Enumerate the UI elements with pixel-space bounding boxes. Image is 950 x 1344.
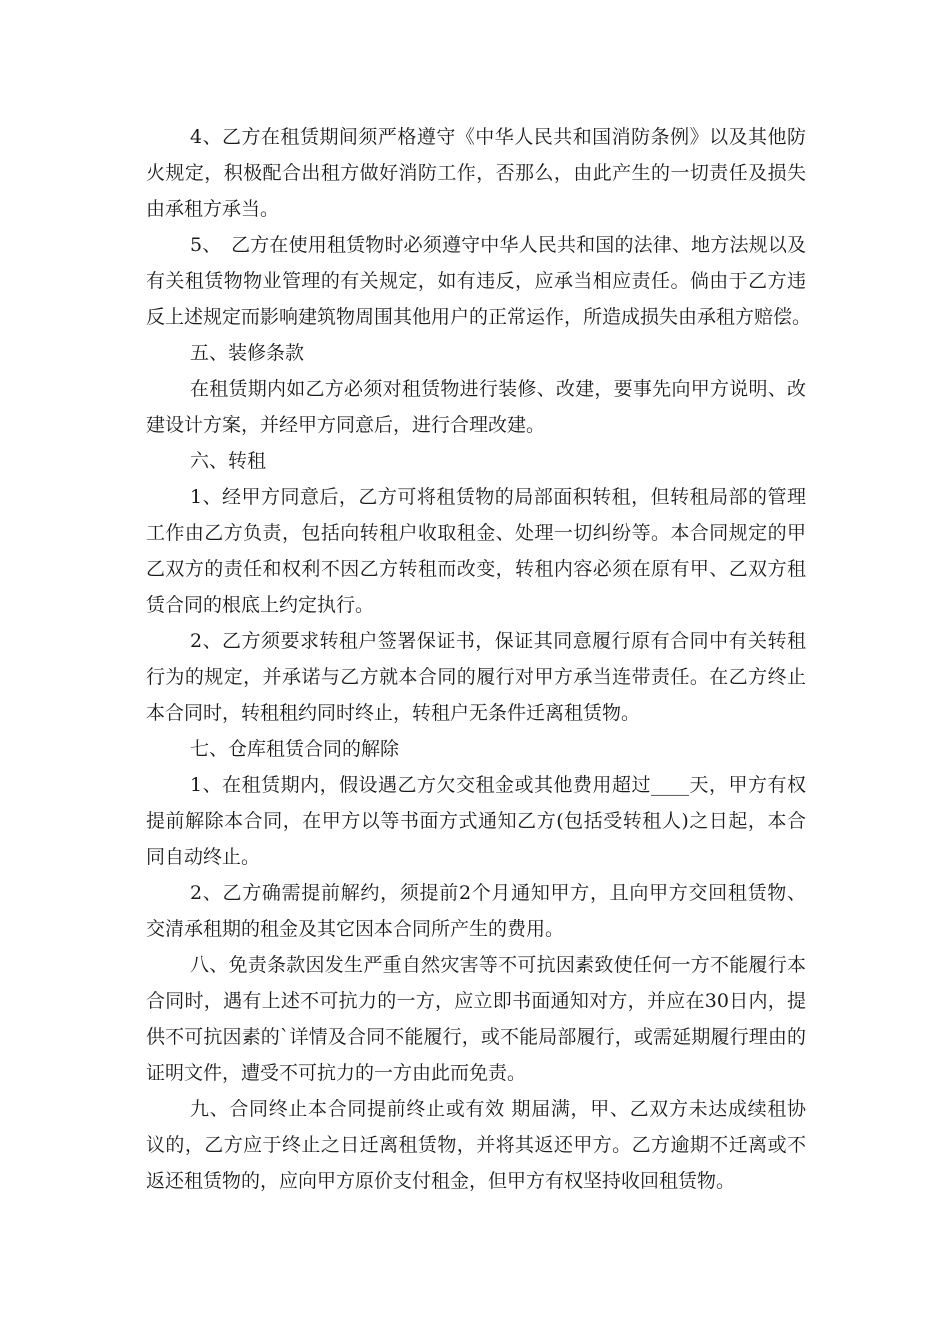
text-line: 2、乙方须要求转租户签署保证书，保证其同意履行原有合同中有关转租 bbox=[190, 630, 806, 652]
text-line: 1、经甲方同意后，乙方可将租赁物的局部面积转租，但转租局部的管理 bbox=[190, 486, 806, 508]
text-line: 供不可抗因素的`详情及合同不能履行，或不能局部履行，或需延期履行理由的 bbox=[146, 1026, 806, 1048]
text-line: 5、 乙方在使用租赁物时必须遵守中华人民共和国的法律、地方法规以及 bbox=[190, 234, 806, 256]
text-line: 合同时，遇有上述不可抗力的一方，应立即书面通知对方，并应在30日内，提 bbox=[146, 990, 806, 1012]
text-line: 提前解除本合同，在甲方以等书面方式通知乙方(包括受转租人)之日起，本合 bbox=[146, 810, 806, 832]
text-line: 行为的规定，并承诺与乙方就本合同的履行对甲方承当连带责任。在乙方终止 bbox=[146, 666, 806, 688]
text-line: 2、乙方确需提前解约，须提前2个月通知甲方，且向甲方交回租赁物、 bbox=[190, 882, 806, 904]
renovation-clause bbox=[146, 371, 806, 443]
text-line: 证明文件，遭受不可抗力的一方由此而免责。 bbox=[146, 1062, 527, 1084]
document-body bbox=[146, 119, 812, 1199]
text-line: 反上述规定而影响建筑物周围其他用户的正常运作，所造成损失由承租方赔偿。 bbox=[146, 306, 812, 328]
text-line: 建设计方案，并经甲方同意后，进行合理改建。 bbox=[146, 414, 546, 436]
text-line: 本合同时，转租租约同时终止，转租户无条件迁离租赁物。 bbox=[146, 702, 641, 724]
text-line: 在租赁期内如乙方必须对租赁物进行装修、改建，要事先向甲方说明、改 bbox=[190, 378, 806, 400]
text-line: 赁合同的根底上约定执行。 bbox=[146, 594, 375, 616]
text-line: 交清承租期的租金及其它因本合同所产生的费用。 bbox=[146, 918, 565, 940]
text-line: 九、合同终止本合同提前终止或有效 期届满，甲、乙双方未达成续租协 bbox=[190, 1098, 806, 1120]
text-line: 议的，乙方应于终止之日迁离租赁物，并将其返还甲方。乙方逾期不迁离或不 bbox=[146, 1134, 806, 1156]
sublet-clause-2 bbox=[146, 623, 806, 731]
sublet-clause-1 bbox=[146, 479, 806, 623]
text-line: 火规定，积极配合出租方做好消防工作，否那么，由此产生的一切责任及损失 bbox=[146, 162, 806, 184]
text-line: 1、在租赁期内，假设遇乙方欠交租金或其他费用超过____天，甲方有权 bbox=[190, 774, 806, 796]
text-line: 同自动终止。 bbox=[146, 846, 261, 868]
section-heading-termination: 七、仓库租赁合同的解除 bbox=[190, 738, 400, 760]
termination-clause-2 bbox=[146, 875, 806, 947]
clause-8-force-majeure bbox=[146, 947, 806, 1091]
clause-4-fire-safety bbox=[146, 119, 806, 227]
text-line: 工作由乙方负责，包括向转租户收取租金、处理一切纠纷等。本合同规定的甲 bbox=[146, 522, 806, 544]
text-line: 返还租赁物的，应向甲方原价支付租金，但甲方有权坚持收回租赁物。 bbox=[146, 1170, 736, 1192]
clause-5-compliance bbox=[146, 227, 812, 335]
text-line: 乙双方的责任和权利不因乙方转租而改变，转租内容必须在原有甲、乙双方租 bbox=[146, 558, 806, 580]
termination-clause-1 bbox=[146, 767, 806, 875]
section-heading-renovation: 五、装修条款 bbox=[190, 342, 305, 364]
text-line: 4、乙方在租赁期间须严格遵守《中华人民共和国消防条例》以及其他防 bbox=[190, 126, 806, 148]
text-line: 八、免责条款因发生严重自然灾害等不可抗因素致使任何一方不能履行本 bbox=[190, 954, 806, 976]
text-line: 有关租赁物物业管理的有关规定，如有违反，应承当相应责任。倘由于乙方违 bbox=[146, 270, 806, 292]
text-line: 由承租方承当。 bbox=[146, 198, 280, 220]
clause-9-contract-end bbox=[146, 1091, 806, 1199]
section-heading-sublet: 六、转租 bbox=[190, 450, 267, 472]
